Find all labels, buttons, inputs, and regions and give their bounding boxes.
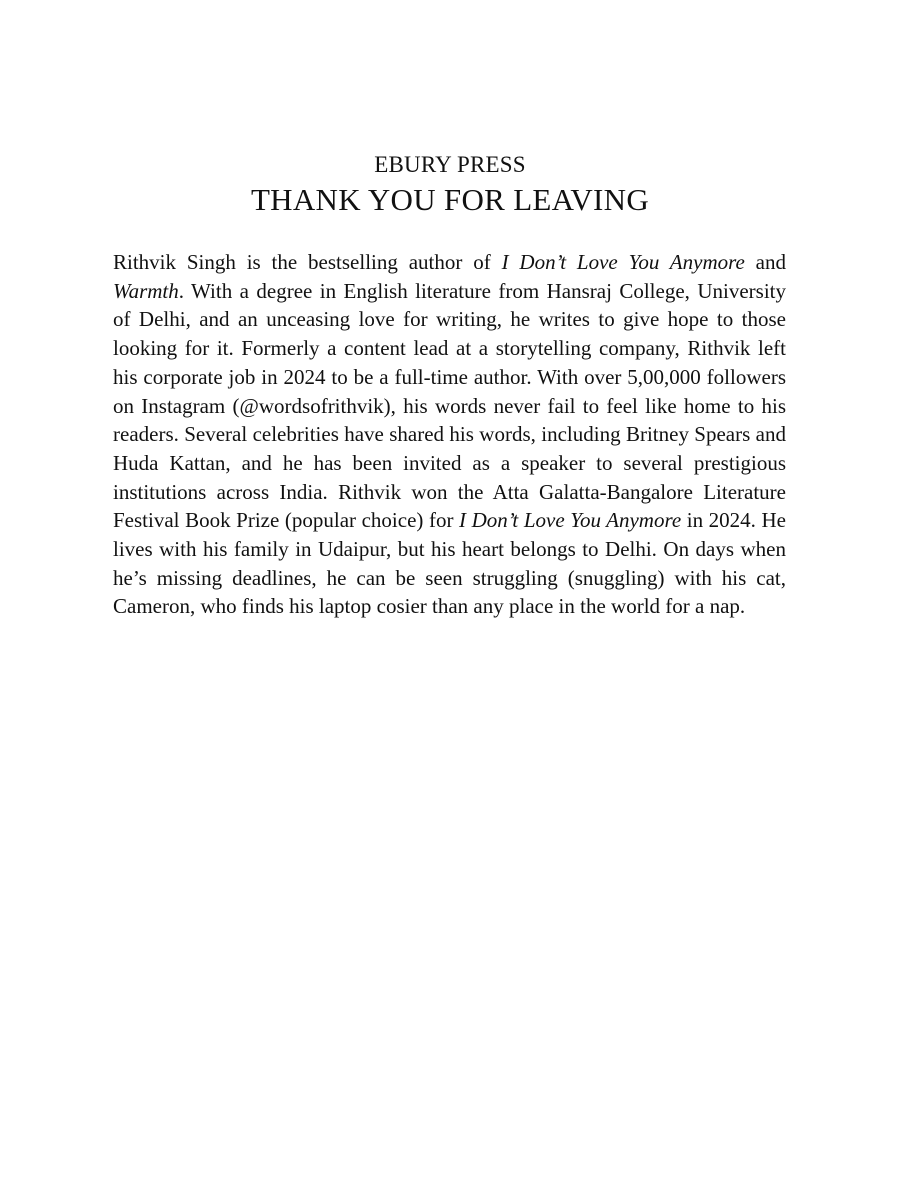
- bio-text-4: in 2024. He lives with his family in Udaipur, but his heart belongs to Delhi. On days when he’s missing deadlines, he can be seen struggling (snuggling) with his cat, Cameron, who finds his laptop cosier than any place in the world for a nap.: [113, 508, 786, 619]
- book-title: THANK YOU FOR LEAVING: [250, 182, 650, 217]
- bio-text-1: Rithvik Singh is the bestselling author of: [113, 250, 502, 274]
- bio-book-title-2: Warmth: [113, 278, 179, 303]
- publisher-imprint: EBURY PRESS: [374, 152, 526, 177]
- bio-text-2: and: [744, 250, 786, 274]
- bio-text-3: . With a degree in English literature from Hansraj College, University of Delhi, and an unceasing love for writing, he writes to give hope to those looking for it. Formerly a content lead at a storytelling company, Rithvik left his corporate job in 2024 to be a full-time author. With over 5,00,000 followers on Instagram (@wordsofrithvik), his words never fail to feel like home to his readers. Several celebrities have shared his words, including Britney Spears and Huda Kattan, and he has been invited as a speaker to several prestigious institutions across India. Rithvik won the Atta Galatta-Bangalore Literature Festival Book Prize (popular choice) for: [113, 278, 786, 533]
- author-bio: [113, 248, 786, 621]
- bio-book-title-3: I Don’t Love You Anymore: [459, 508, 682, 533]
- bio-book-title-1: I Don’t Love You Anymore: [501, 250, 745, 274]
